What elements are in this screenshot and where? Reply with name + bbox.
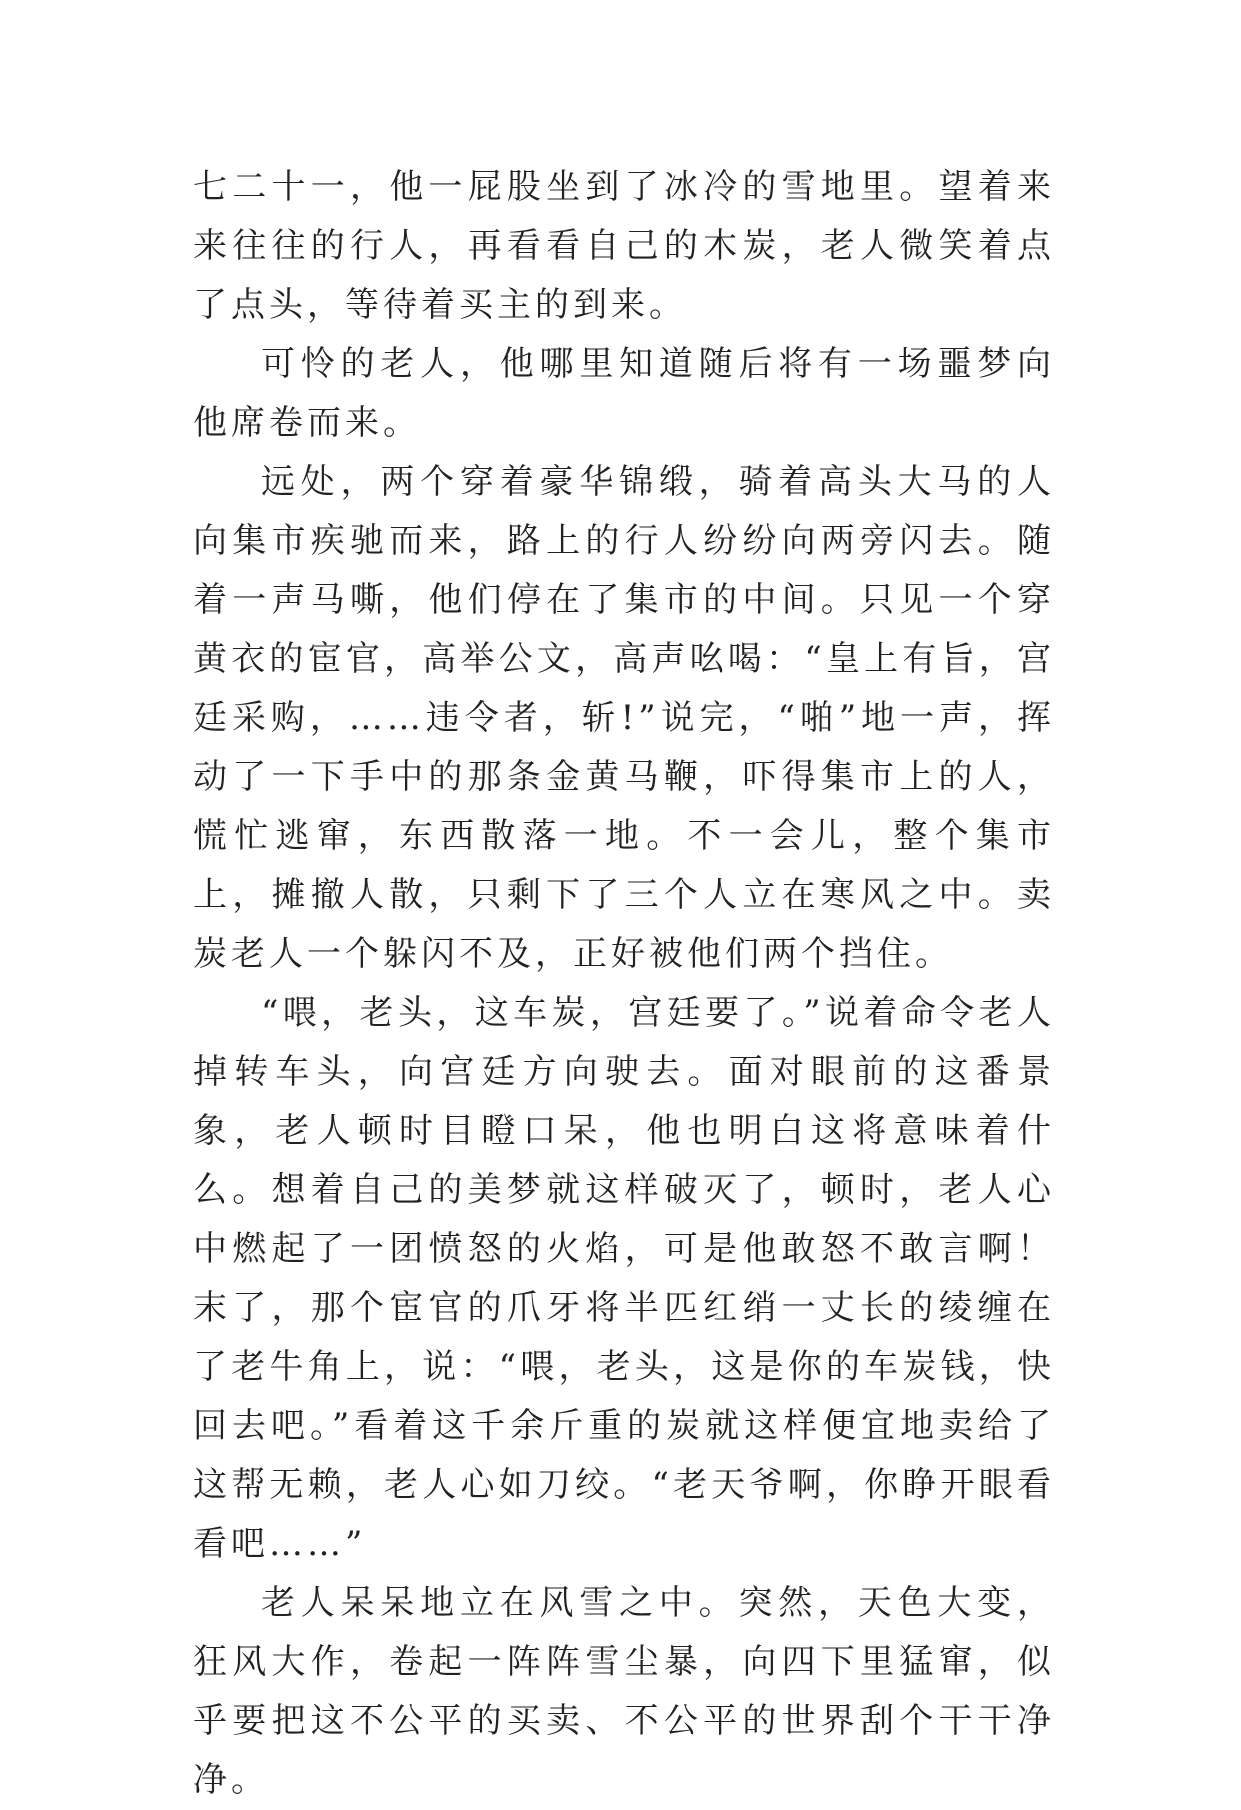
paragraph-2: 可怜的老人，他哪里知道随后将有一场噩梦向他席卷而来。	[193, 344, 1055, 443]
paragraph-4: “喂，老头，这车炭，宫廷要了。”说着命令老人掉转车头，向宫廷方向驶去。面对眼前的这番景象，老人顿时目瞪口呆，他也明白这将意味着什么。想着自己的美梦就这样破灭了，顿时，老人心中燃起了一团愤怒的火焰，可是他敢怒不敢言啊！末了，那个宦官的爪牙将半匹红绡一丈长的绫缠在了老牛角上，说：“喂，老头，这是你的车炭钱，快回去吧。”看着这千余斤重的炭就这样便宜地卖给了这帮无赖，老人心如刀绞。“老天爷啊，你睁开眼看看吧……”	[193, 993, 1055, 1564]
document-body	[193, 158, 1055, 1810]
paragraph-5: 老人呆呆地立在风雪之中。突然，天色大变，狂风大作，卷起一阵阵雪尘暴，向四下里猛窜，似乎要把这不公平的买卖、不公平的世界刮个干干净净。	[193, 1583, 1055, 1800]
paragraph-1: 七二十一，他一屁股坐到了冰冷的雪地里。望着来来往往的行人，再看看自己的木炭，老人微笑着点了点头，等待着买主的到来。	[193, 167, 1055, 325]
paragraph-3: 远处，两个穿着豪华锦缎，骑着高头大马的人向集市疾驰而来，路上的行人纷纷向两旁闪去。随着一声马嘶，他们停在了集市的中间。只见一个穿黄衣的宦官，高举公文，高声吆喝：“皇上有旨，宫廷采购，……违令者，斩!”说完，“啪”地一声，挥动了一下手中的那条金黄马鞭，吓得集市上的人，慌忙逃窜，东西散落一地。不一会儿，整个集市上，摊撤人散，只剩下了三个人立在寒风之中。卖炭老人一个躲闪不及，正好被他们两个挡住。	[193, 462, 1055, 974]
